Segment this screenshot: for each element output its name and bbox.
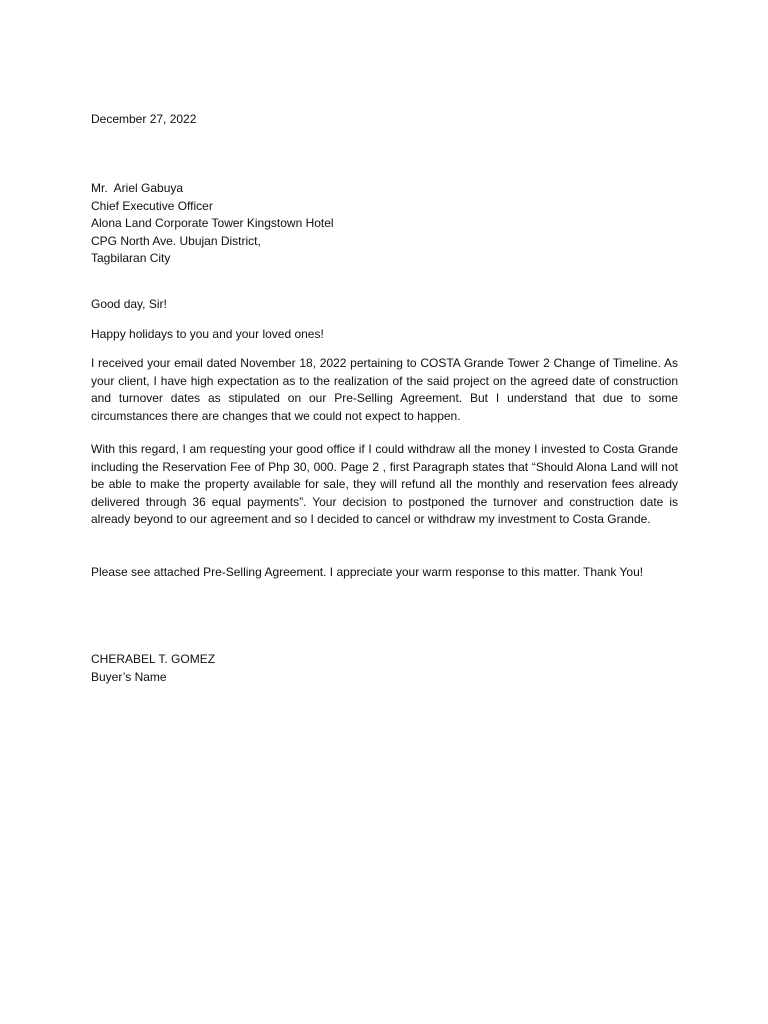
recipient-address-line-1: Alona Land Corporate Tower Kingstown Hotel	[91, 216, 334, 230]
signature-block	[91, 651, 678, 686]
body-paragraph-1	[91, 355, 678, 425]
recipient-title: Chief Executive Officer	[91, 198, 213, 213]
signer-name: CHERABEL T. GOMEZ	[91, 652, 216, 666]
salutation	[91, 296, 678, 314]
body-paragraph-2	[91, 441, 678, 529]
holiday-text: Happy holidays to you and your loved ones!	[91, 327, 324, 341]
paragraph-1-text: I received your email dated November 18, 2022 pertaining to COSTA Grande Tower 2 Change of Timeline. As your client, I have high expectation as to the realization of the said project on the agreed date of construction and turnover dates as stipulated on our Pre-Selling Agreement. But I understand that due to some circumstances there are changes that we could not expect to happen.	[91, 356, 678, 423]
greeting-text: Good day, Sir!	[91, 297, 167, 311]
recipient-name: Mr. Ariel Gabuya	[91, 181, 184, 195]
recipient-address-block	[91, 180, 678, 268]
letter-date	[91, 111, 678, 129]
recipient-address-line-3: Tagbilaran City	[91, 251, 171, 265]
paragraph-3-text: Please see attached Pre-Selling Agreement. I appreciate your warm response to this matter. Thank You!	[91, 565, 644, 579]
signer-label: Buyer’s Name	[91, 669, 167, 684]
recipient-address-line-2: CPG North Ave. Ubujan District,	[91, 233, 261, 248]
body-paragraph-3	[91, 564, 678, 582]
holiday-greeting	[91, 326, 678, 344]
date-text: December 27, 2022	[91, 112, 197, 126]
paragraph-2-text: With this regard, I am requesting your good office if I could withdraw all the money I invested to Costa Grande including the Reservation Fee of Php 30, 000. Page 2 , first Paragraph states that “Should Alona Land will not be able to make the property available for sale, they will refund all the monthly and reservation fees already delivered through 36 equal payments”. Your decision to postponed the turnover and construction date is already beyond to our agreement and so I decided to cancel or withdraw my investment to Costa Grande.	[91, 442, 678, 526]
